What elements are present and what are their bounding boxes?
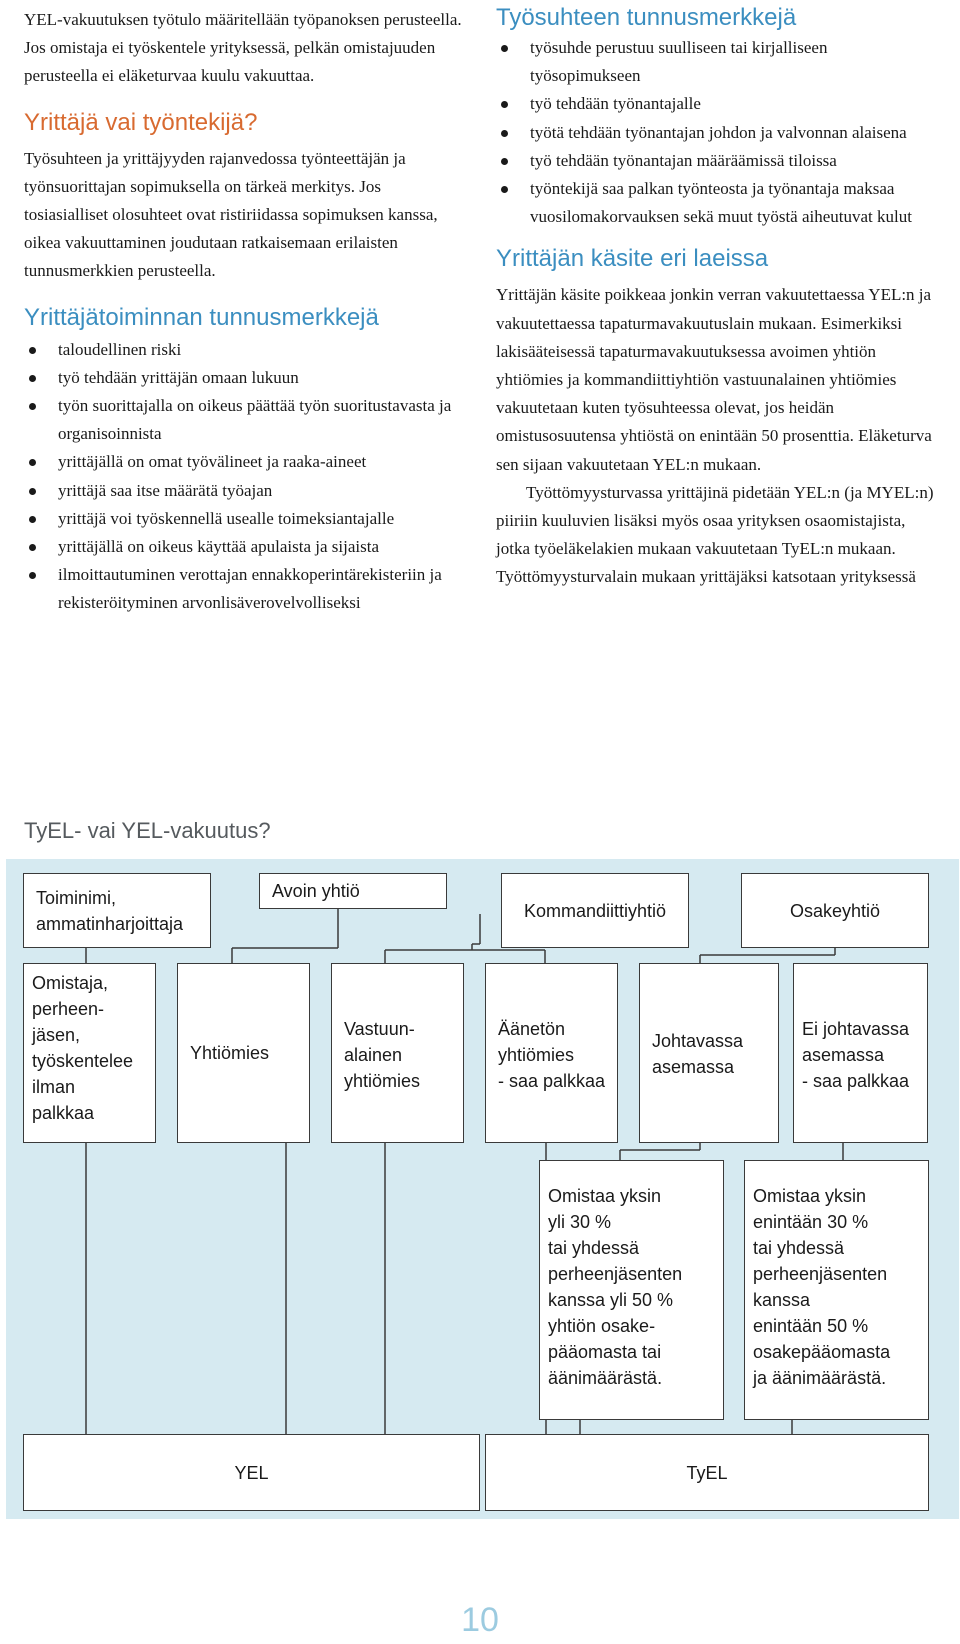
list-item: työ tehdään yrittäjän omaan lukuun: [24, 364, 464, 392]
heading-yrittajan-kasite: Yrittäjän käsite eri laeissa: [496, 245, 769, 273]
list-item: työntekijä saa palkan työnteosta ja työnantaja maksaa vuosilomakorvauksen sekä muut työstä aiheutuvat kulut: [496, 175, 936, 231]
intro-paragraph: YEL-vakuutuksen työtulo määritellään työpanoksen perusteella. Jos omistaja ei työskentele yrityksessä, pelkän omistajuuden perusteella ei eläketurvaa kuulu vakuuttaa.: [24, 10, 462, 86]
paragraph-rajanveto: Työsuhteen ja yrittäjyyden rajanvedossa työnteettäjän ja työnsuorittajan sopimuksella on tärkeä merkitys. Jos tosiasialliset olosuhteet ovat ristiriidassa sopimuksen kanssa, oikea vakuuttaminen joudutaan ratkaisemaan erilaisten tunnusmerkkien perusteella.: [24, 148, 438, 281]
heading-yrittaja-vai-tyontekija: Yrittäjä vai työntekijä?: [24, 108, 258, 136]
box-omistaa-enintaan-30: Omistaa yksin enintään 30 % tai yhdessä perheenjäsenten kanssa enintään 50 % osakepääomasta ja äänimäärästä.: [744, 1160, 929, 1420]
heading-yrittajatoiminnan-tunnusmerkkeja: Yrittäjätoiminnan tunnusmerkkejä: [24, 303, 379, 331]
box-tyel: TyEL: [485, 1434, 929, 1511]
list-item: taloudellinen riski: [24, 336, 464, 364]
list-item: työn suorittajalla on oikeus päättää työn suoritustavasta ja organisoinnista: [24, 392, 464, 448]
paragraph-tyottomyysturva: Työttömyysturvassa yrittäjinä pidetään YEL:n (ja MYEL:n) piiriin kuuluvien lisäksi myös osaa yrityksen osaomistajista, jotka työeläkelakien mukaan vakuutetaan TyEL:n mukaan. Työttömyysturvalain mukaan yrittäjäksi katsotaan yrityksessä: [496, 482, 934, 587]
box-kommandiittiyhtio: Kommandiittiyhtiö: [501, 873, 689, 948]
list-item: yrittäjä voi työskennellä usealle toimeksiantajalle: [24, 505, 464, 533]
box-omistaja-perheenjasen: Omistaja, perheen- jäsen, työskentelee ilman palkkaa: [23, 963, 156, 1143]
list-item: yrittäjällä on omat työvälineet ja raaka-aineet: [24, 448, 464, 476]
box-aaneton-yhtiomies: Äänetön yhtiömies - saa palkkaa: [485, 963, 618, 1143]
page-number: 10: [461, 1601, 499, 1639]
list-item: työ tehdään työnantajan määräämissä tiloissa: [496, 147, 936, 175]
box-avoin-yhtio: Avoin yhtiö: [259, 873, 447, 909]
box-osakeyhtio: Osakeyhtiö: [741, 873, 929, 948]
paragraph-yrittajan-kasite: Yrittäjän käsite poikkeaa jonkin verran vakuutettaessa YEL:n ja vakuutettaessa tapaturmavakuutuslain mukaan. Esimerkiksi lakisääteisessä tapaturmavakuutuksessa avoimen yhtiön yhtiömies ja kommandiittiyhtiön vastuunalainen yhtiömies vakuutetaan kuten työsuhteessa olevat, jos heidän omistusosuutensa yhtiöstä on enintään 50 prosenttia. Eläketurva sen sijaan vakuutetaan YEL:n mukaan.: [496, 285, 932, 474]
box-yhtiomies: Yhtiömies: [177, 963, 310, 1143]
box-vastuunalainen-yhtiomies: Vastuun- alainen yhtiömies: [331, 963, 464, 1143]
list-item: yrittäjä saa itse määrätä työajan: [24, 477, 464, 505]
heading-tyosuhteen-tunnusmerkkeja: Työsuhteen tunnusmerkkejä: [496, 4, 797, 31]
box-ei-johtavassa-asemassa: Ei johtavassa asemassa - saa palkkaa: [793, 963, 928, 1143]
list-item: työtä tehdään työnantajan johdon ja valvonnan alaisena: [496, 119, 936, 147]
list-item: yrittäjällä on oikeus käyttää apulaista ja sijaista: [24, 533, 464, 561]
box-johtavassa-asemassa: Johtavassa asemassa: [639, 963, 779, 1143]
box-yel: YEL: [23, 1434, 480, 1511]
list-item: ilmoittautuminen verottajan ennakkoperintärekisteriin ja rekisteröityminen arvonlisäverovelvolliseksi: [24, 561, 464, 617]
box-toiminimi: Toiminimi, ammatinharjoittaja: [23, 873, 211, 948]
list-item: työsuhde perustuu suulliseen tai kirjalliseen työsopimukseen: [496, 34, 936, 90]
list-item: työ tehdään työnantajalle: [496, 90, 936, 118]
diagram-title: TyEL- vai YEL-vakuutus?: [24, 818, 271, 843]
box-omistaa-yli-30: Omistaa yksin yli 30 % tai yhdessä perheenjäsenten kanssa yli 50 % yhtiön osake- pääomasta tai äänimäärästä.: [539, 1160, 724, 1420]
